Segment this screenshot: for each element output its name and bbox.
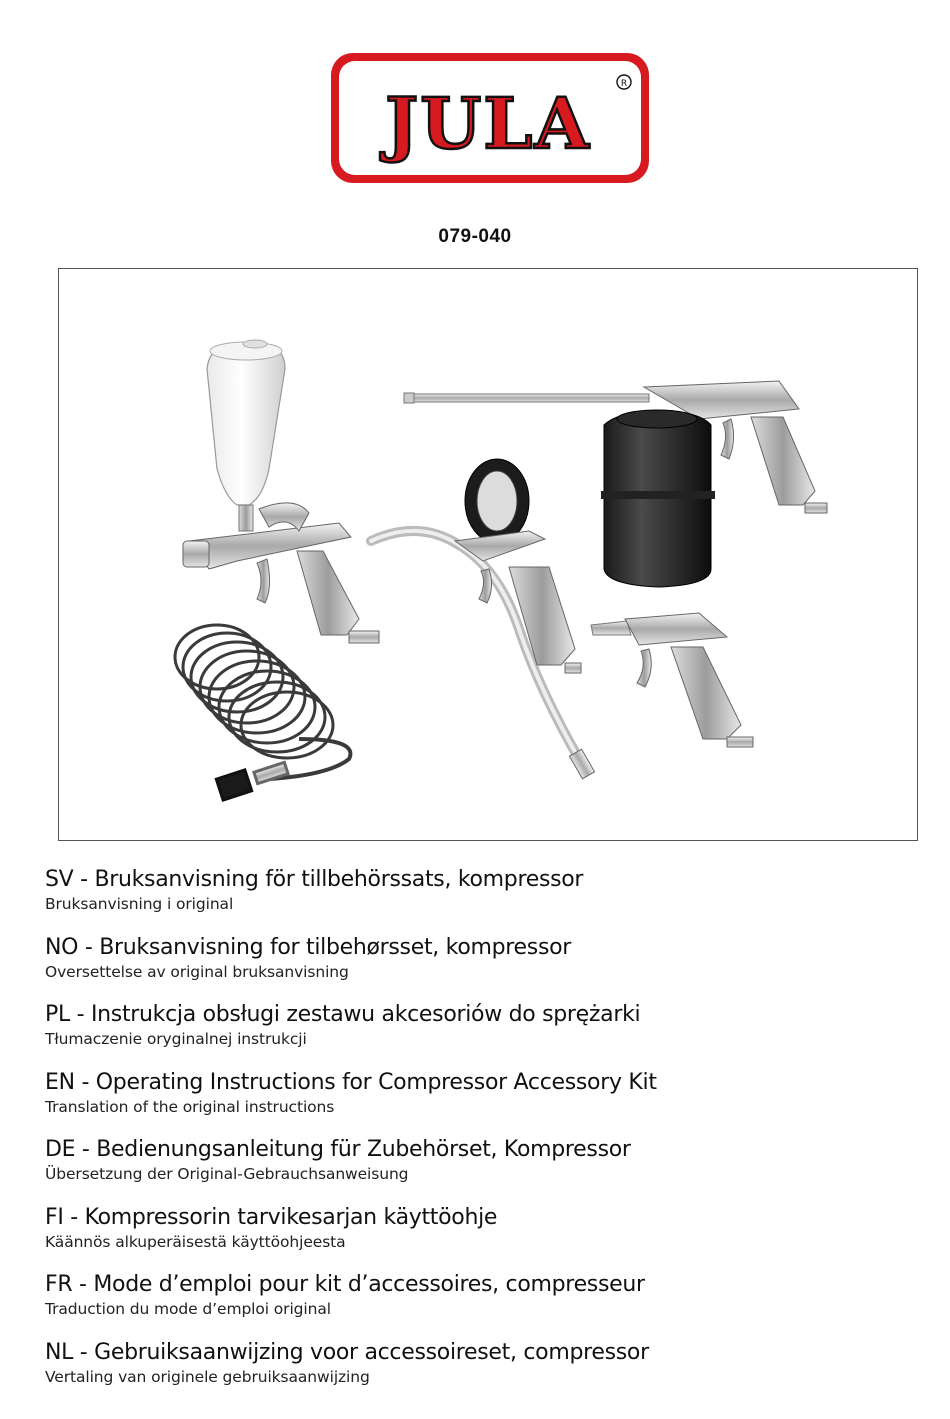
language-title: EN - Operating Instructions for Compressor Accessory Kit (45, 1069, 657, 1095)
svg-text:R: R (620, 79, 628, 89)
language-entry-fi (45, 1204, 925, 1272)
language-entry-nl (45, 1339, 925, 1407)
language-subtitle: Bruksanvisning i original (45, 895, 234, 913)
language-entry-sv (45, 866, 925, 934)
language-title: FR - Mode d’emploi pour kit d’accessoires, compresseur (45, 1272, 645, 1297)
language-title: NL - Gebruiksaanwijzing voor accessoireset, compressor (45, 1339, 649, 1365)
language-subtitle: Tłumaczenie oryginalnej instrukcji (45, 1030, 307, 1048)
tyre-inflator-illustration (371, 459, 595, 779)
language-entry-no (45, 934, 925, 1002)
language-title: DE - Bedienungsanleitung für Zubehörset, Kompressor (45, 1137, 631, 1162)
jula-logo (328, 50, 652, 186)
language-subtitle: Vertaling van originele gebruiksaanwijzing (45, 1367, 370, 1386)
language-title: FI - Kompressorin tarvikesarjan käyttöohje (45, 1204, 498, 1230)
language-entry-de (45, 1136, 925, 1204)
language-entry-fr (45, 1271, 925, 1339)
language-title: NO - Bruksanvisning for tilbehørsset, kompressor (45, 934, 572, 960)
language-subtitle: Übersetzung der Original-Gebrauchsanweisung (45, 1165, 409, 1183)
language-subtitle: Translation of the original instructions (45, 1097, 335, 1116)
language-list (45, 866, 925, 1406)
language-entry-pl (45, 1001, 925, 1069)
spray-gun-illustration (183, 340, 379, 643)
logo-wordmark: JULA (385, 82, 591, 165)
product-code: 079-040 (438, 226, 512, 247)
blow-gun-illustration (591, 613, 753, 747)
language-title: PL - Instrukcja obsługi zestawu akcesoriów do sprężarki (45, 1002, 641, 1027)
language-entry-en (45, 1069, 925, 1137)
language-subtitle: Traduction du mode d’emploi original (45, 1300, 331, 1318)
language-subtitle: Oversettelse av original bruksanvisning (45, 962, 349, 981)
language-subtitle: Käännös alkuperäisestä käyttöohjeesta (45, 1232, 346, 1251)
spiral-hose-illustration (175, 625, 350, 800)
language-title: SV - Bruksanvisning för tillbehörssats, kompressor (45, 867, 584, 892)
product-image (58, 268, 918, 841)
